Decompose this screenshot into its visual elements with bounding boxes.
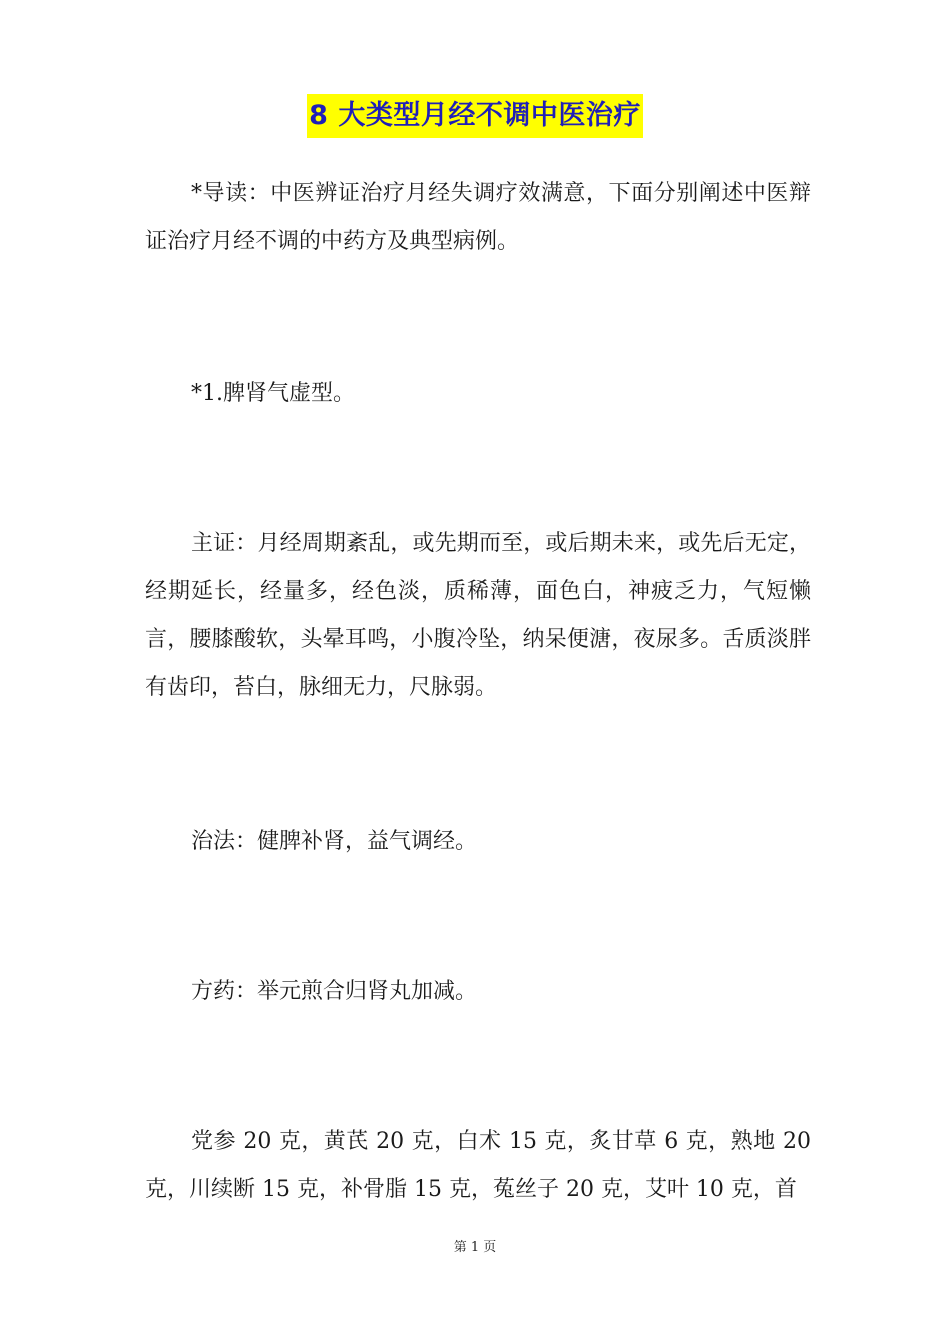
paragraph-treatment: 治法：健脾补肾，益气调经。 <box>191 829 478 854</box>
paragraph-ingredients: 党参 20 克，黄芪 20 克，白术 15 克，炙甘草 6 克，熟地 20 克，川续断 15 克，补骨脂 15 克，菟丝子 20 克，艾叶 10 克，首 <box>145 1129 811 1202</box>
page-number: 第 1 页 <box>453 1240 497 1255</box>
paragraph-section-heading: *1.脾肾气虚型。 <box>191 381 355 406</box>
title-container <box>0 94 950 138</box>
document-title: 8 大类型月经不调中医治疗 <box>307 94 643 138</box>
paragraph-intro: *导读：中医辨证治疗月经失调疗效满意，下面分别阐述中医辩证治疗月经不调的中药方及典型病例。 <box>145 181 811 254</box>
paragraph-prescription: 方药：举元煎合归肾丸加减。 <box>191 979 478 1004</box>
paragraph-symptoms: 主证：月经周期紊乱，或先期而至，或后期未来，或先后无定，经期延长，经量多，经色淡，质稀薄，面色白，神疲乏力，气短懒言，腰膝酸软，头晕耳鸣，小腹冷坠，纳呆便溏，夜尿多。舌质淡胖有齿印，苔白，脉细无力，尺脉弱。 <box>145 531 811 700</box>
